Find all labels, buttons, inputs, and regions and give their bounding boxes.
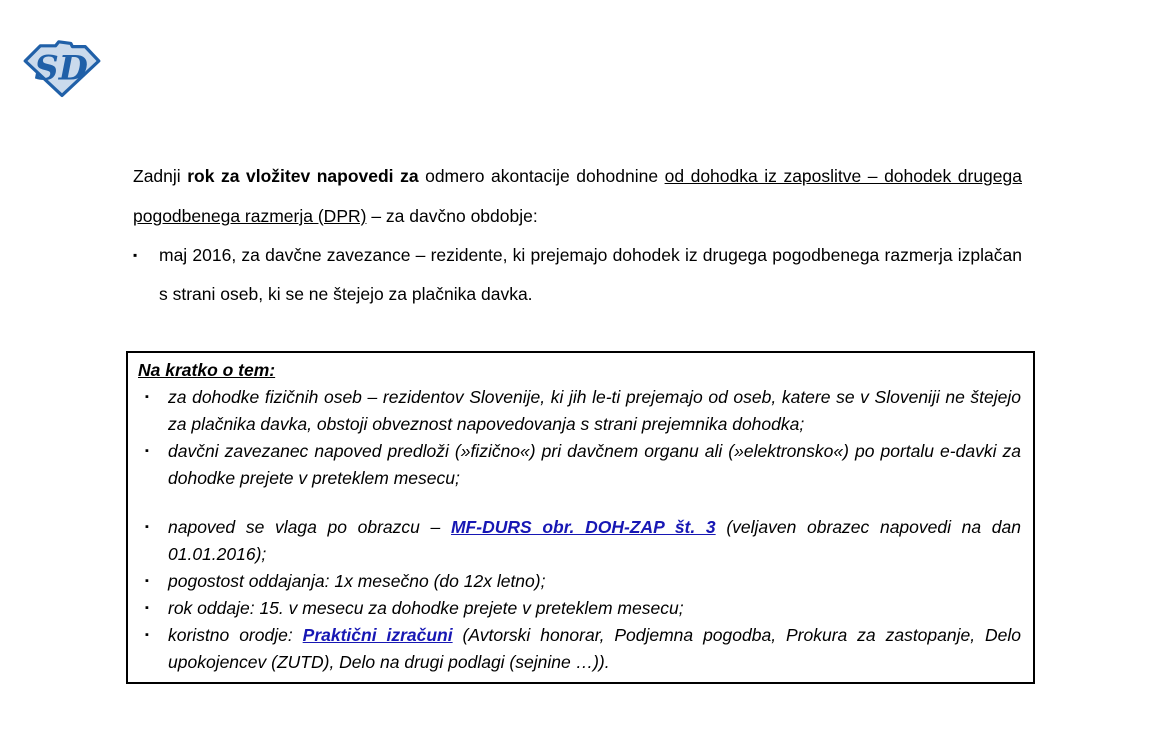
list-item-text: pogostost oddajanja: 1x mesečno (do 12x letno);	[168, 571, 546, 591]
practical-calculations-link[interactable]: Praktični izračuni	[302, 625, 453, 645]
form-bullet-post: (veljaven obrazec napovedi na dan 01.01.2016);	[168, 517, 1022, 564]
list-item-text: za dohodke fizičnih oseb – rezidentov Slovenije, ki jih le-ti prejemajo od oseb, katere se v Sloveniji ne štejejo za plačnika davka, obstoji obveznost napovedovanja s strani prejemnika dohodka;	[168, 387, 1021, 434]
box-heading: Na kratko o tem:	[138, 360, 276, 380]
intro-bold-phrase: rok za vložitev napovedi za	[187, 166, 426, 186]
list-item-text	[168, 622, 1021, 676]
logo-letters: SD	[34, 47, 88, 88]
intro-mid: odmero akontacije dohodnine	[425, 166, 665, 186]
sd-logo	[22, 40, 102, 98]
intro-underlined-phrase: od dohodka iz zaposlitve – dohodek drugega pogodbenega razmerja (DPR)	[133, 166, 1022, 226]
tool-bullet-post: (Avtorski honorar, Podjemna pogodba, Prokura za zastopanje, Delo upokojencev (ZUTD), Delo na drugi podlagi (sejnine …)).	[168, 625, 1022, 672]
bullet-square-icon: ▪	[145, 391, 149, 403]
intro-lead: Zadnji	[133, 166, 188, 186]
bullet-square-icon: ▪	[145, 521, 149, 533]
blank-line	[138, 492, 1021, 514]
bullet-square-icon: ▪	[145, 445, 149, 457]
doh-zap-form-link[interactable]: MF-DURS obr. DOH-ZAP št. 3	[450, 517, 716, 537]
form-bullet-pre: napoved se vlaga po obrazcu –	[168, 517, 451, 537]
list-item	[138, 622, 1021, 676]
bullet-square-icon: ▪	[133, 248, 138, 262]
bullet-square-icon: ▪	[145, 575, 149, 587]
list-item-text	[168, 514, 1021, 568]
list-item	[133, 236, 1022, 314]
list-item	[138, 384, 1021, 438]
bullet-square-icon: ▪	[145, 602, 149, 614]
list-item-text: davčni zavezanec napoved predloži (»fizično«) pri davčnem organu ali (»elektronsko«) po portalu e-davki za dohodke prejete v preteklem mesecu;	[168, 441, 1021, 488]
tool-bullet-pre: koristno orodje:	[168, 625, 303, 645]
bullet-square-icon: ▪	[145, 629, 149, 641]
list-item	[138, 568, 1021, 595]
list-item	[138, 438, 1021, 492]
list-item-text: rok oddaje: 15. v mesecu za dohodke prejete v preteklem mesecu;	[168, 598, 684, 618]
list-item	[138, 514, 1021, 568]
intro-tail: – za davčno obdobje:	[366, 206, 538, 226]
intro-section	[133, 156, 1022, 314]
list-item	[138, 595, 1021, 622]
intro-paragraph	[133, 156, 1022, 236]
list-item-text: maj 2016, za davčne zavezance – rezidente, ki prejemajo dohodek iz drugega pogodbenega razmerja izplačan s strani oseb, ki se ne štejejo za plačnika davka.	[159, 245, 1022, 304]
summary-box	[126, 351, 1035, 684]
